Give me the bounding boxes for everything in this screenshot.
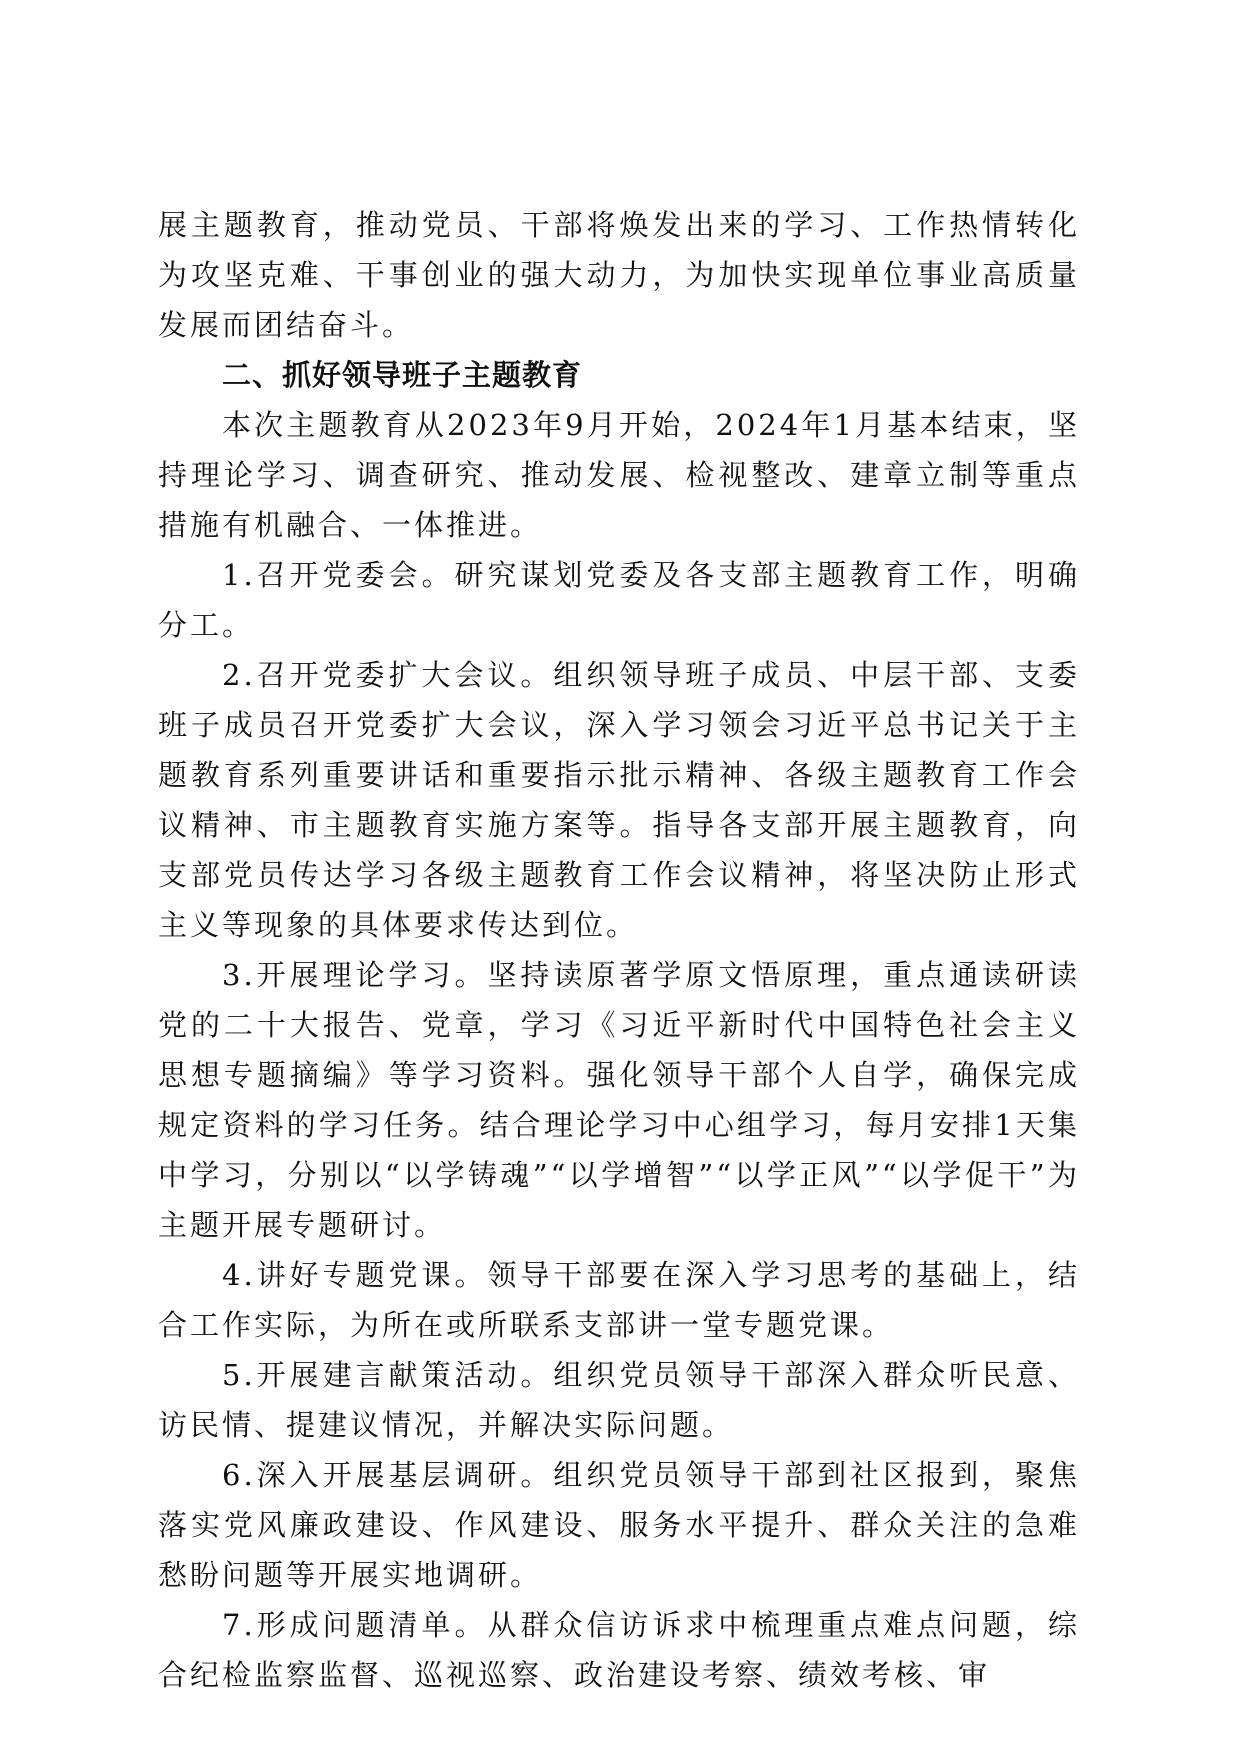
list-item-1: 1.召开党委会。研究谋划党委及各支部主题教育工作，明确分工。 [158,558,1080,642]
list-item-7: 7.形成问题清单。从群众信访诉求中梳理重点难点问题，综合纪检监察监督、巡视巡察、政治建设考察、绩效考核、审 [158,1608,1080,1692]
list-item-2: 2.召开党委扩大会议。组织领导班子成员、中层干部、支委班子成员召开党委扩大会议，深入学习领会习近平总书记关于主题教育系列重要讲话和重要指示批示精神、各级主题教育工作会议精神、市主题教育实施方案等。指导各支部开展主题教育，向支部党员传达学习各级主题教育工作会议精神，将坚决防止形式主义等现象的具体要求传达到位。 [158,658,1080,942]
list-item-4: 4.讲好专题党课。领导干部要在深入学习思考的基础上，结合工作实际，为所在或所联系支部讲一堂专题党课。 [158,1258,1080,1342]
list-item-3: 3.开展理论学习。坚持读原著学原文悟原理，重点通读研读党的二十大报告、党章，学习《习近平新时代中国特色社会主义思想专题摘编》等学习资料。强化领导干部个人自学，确保完成规定资料的学习任务。结合理论学习中心组学习，每月安排1天集中学习，分别以“以学铸魂”“以学增智”“以学正风”“以学促干”为主题开展专题研讨。 [158,958,1080,1242]
section-heading: 二、抓好领导班子主题教育 [222,358,583,392]
paragraph-intro: 本次主题教育从2023年9月开始，2024年1月基本结束，坚持理论学习、调查研究、推动发展、检视整改、建章立制等重点措施有机融合、一体推进。 [158,408,1080,542]
list-item-5: 5.开展建言献策活动。组织党员领导干部深入群众听民意、访民情、提建议情况，并解决实际问题。 [158,1358,1080,1442]
list-item-6: 6.深入开展基层调研。组织党员领导干部到社区报到，聚焦落实党风廉政建设、作风建设、服务水平提升、群众关注的急难愁盼问题等开展实地调研。 [158,1458,1080,1592]
document-page [158,200,1080,1700]
paragraph-continuation: 展主题教育，推动党员、干部将焕发出来的学习、工作热情转化为攻坚克难、干事创业的强大动力，为加快实现单位事业高质量发展而团结奋斗。 [158,208,1080,342]
